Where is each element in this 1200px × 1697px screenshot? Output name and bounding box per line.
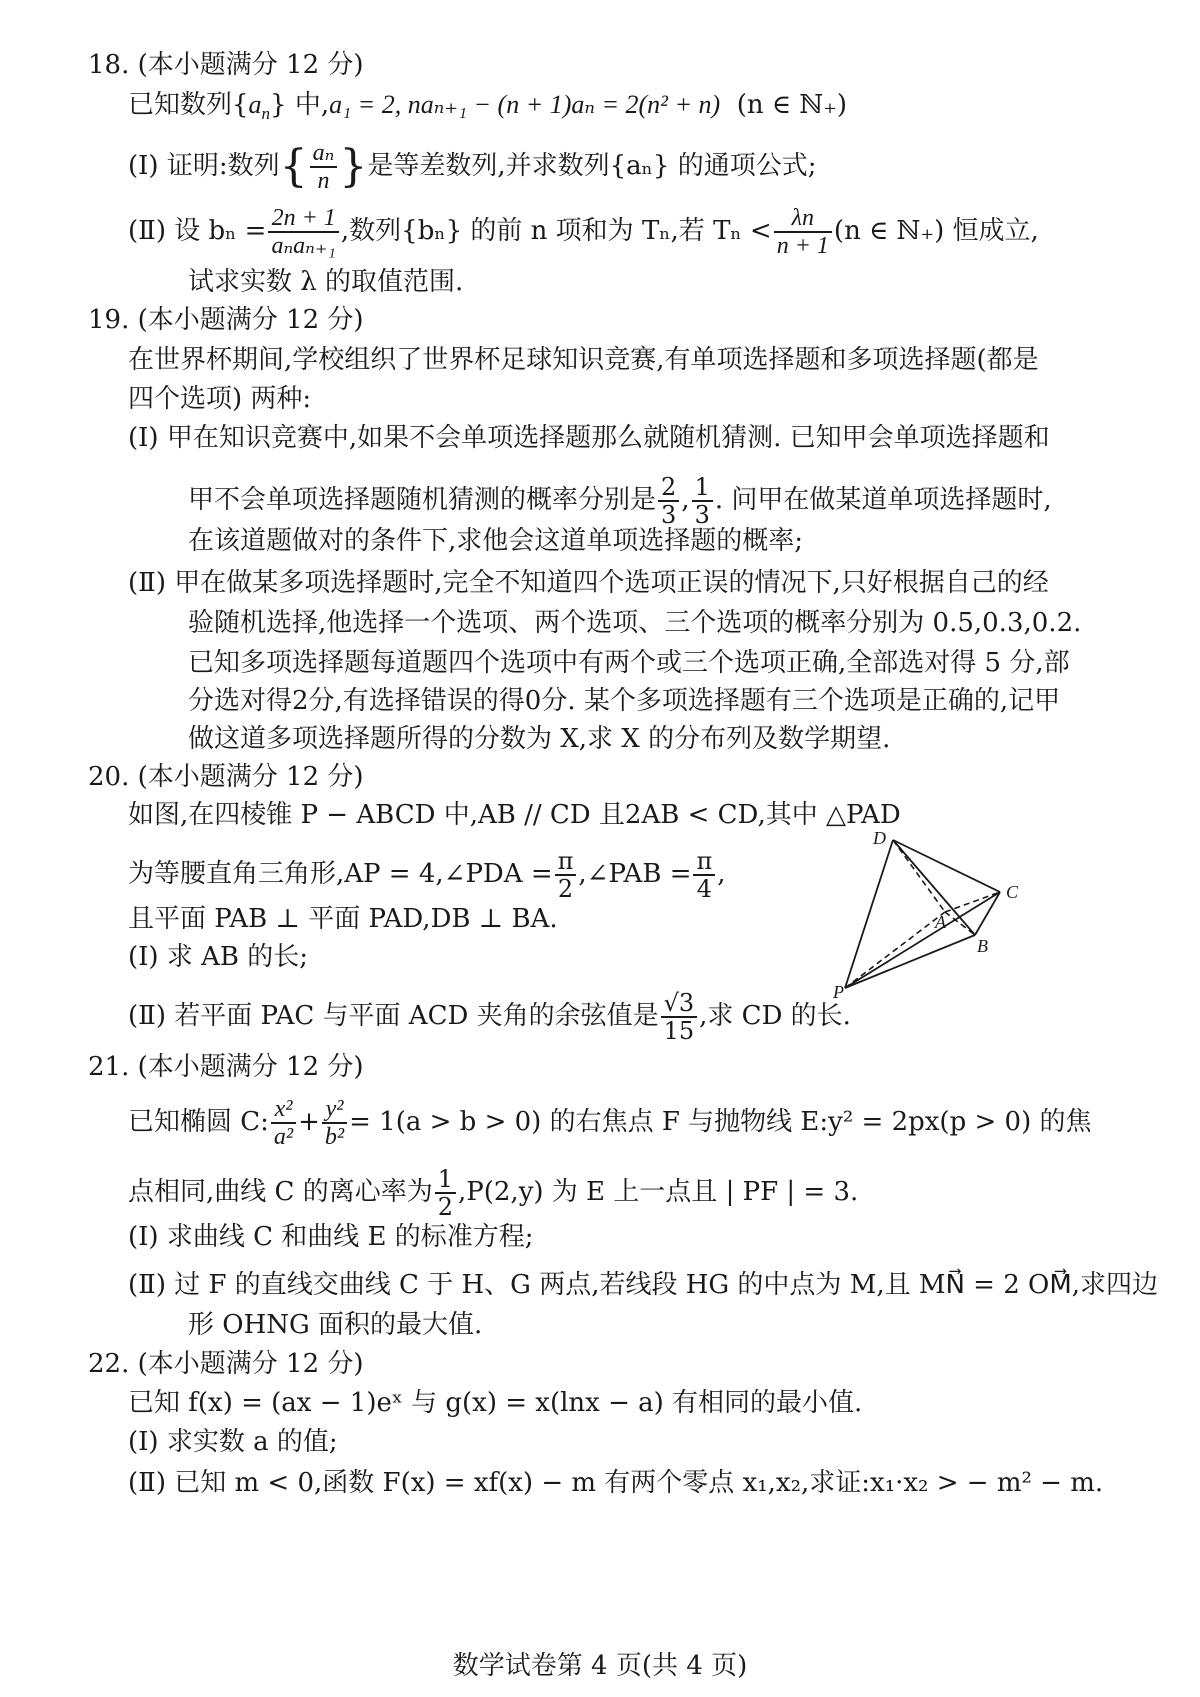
frac-num: π [555, 848, 577, 876]
label-a: A [935, 912, 946, 932]
q21-frac-e [435, 1166, 456, 1220]
q21-part1: (Ⅰ) 求曲线 C 和曲线 E 的标准方程; [128, 1222, 534, 1252]
q21-stem2-tail: ,P(2,y) 为 E 上一点且 | PF | = 3. [457, 1177, 859, 1207]
q19-stem-1: 在世界杯期间,学校组织了世界杯足球知识竞赛,有单项选择题和多项选择题(都是 [128, 345, 1039, 375]
q20-stem2-mid: ,∠PAB = [578, 859, 692, 889]
q20-part2 [128, 990, 851, 1044]
q18-part1-tail: 是等差数列,并求数列{aₙ} 的通项公式; [367, 151, 817, 181]
q18-part2-label: (Ⅱ) 设 bₙ = [128, 216, 267, 246]
frac-num: y² [322, 1096, 347, 1124]
label-b: B [977, 936, 988, 956]
q20-part1: (Ⅰ) 求 AB 的长; [128, 942, 308, 972]
edge-pb [845, 935, 975, 988]
q18-stem [128, 88, 847, 131]
q21-title: 21. (本小题满分 12 分) [88, 1052, 364, 1082]
q19-stem-2: 四个选项) 两种: [128, 384, 312, 414]
edge-dp [845, 840, 893, 988]
q19-part2-line2: 验随机选择,他选择一个选项、两个选项、三个选项的概率分别为 0.5,0.3,0.2. [188, 608, 1082, 638]
q18-part2-line2: 试求实数 λ 的取值范围. [188, 267, 464, 297]
q22-title: 22. (本小题满分 12 分) [88, 1349, 364, 1379]
q18-part1 [128, 140, 816, 194]
q21-stem1-tail: = 1(a > b > 0) 的右焦点 F 与抛物线 E:y² = 2px(p > 0) 的焦 [349, 1107, 1092, 1137]
q20-stem2-pre: 为等腰直角三角形,AP = 4,∠PDA = [128, 859, 553, 889]
frac-den: aₙaₙ₊₁ [271, 233, 336, 259]
q21-plus: + [298, 1107, 320, 1137]
q19-part1-line2: 甲不会单项选择题随机猜测的概率分别是 $\frac{2}{3}$ , $\frac{1}{3}$ . 问甲在做某道单项选择题时, [188, 473, 1052, 529]
brace-left-icon: { [279, 141, 308, 192]
q18-part2-frac2 [774, 205, 832, 259]
q21-frac-x [271, 1096, 296, 1150]
q22-stem: 已知 f(x) = (ax − 1)eˣ 与 g(x) = x(lnx − a) 有相同的最小值. [128, 1388, 863, 1418]
q19-title: 19. (本小题满分 12 分) [88, 305, 364, 335]
frac-den: b² [324, 1124, 345, 1150]
q18-part2-mid: ,数列{bₙ} 的前 n 项和为 Tₙ,若 Tₙ < [340, 216, 772, 246]
frac-den: n [317, 168, 330, 194]
q19-part2-line1: (Ⅱ) 甲在做某多项选择题时,完全不知道四个选项正误的情况下,只好根据自己的经 [128, 568, 1049, 598]
q19-part1-pre: 甲不会单项选择题随机猜测的概率分别是 [188, 485, 657, 515]
q20-frac-pi2 [555, 848, 577, 902]
pyramid-figure [825, 830, 1045, 1000]
q19-frac-1 [658, 474, 679, 528]
frac-den: 2 [557, 875, 574, 903]
frac-den: 4 [696, 875, 713, 903]
frac-den: 2 [437, 1193, 453, 1221]
frac-num: x² [271, 1096, 296, 1124]
frac-den: a² [273, 1124, 294, 1150]
q18-domain: (n ∈ ℕ₊) [736, 90, 847, 120]
q19-part1-line1: (Ⅰ) 甲在知识竞赛中,如果不会单项选择题那么就随机猜测. 已知甲会单项选择题和 [128, 423, 1050, 453]
frac-num: 2n + 1 [268, 205, 338, 233]
q21-frac-y [322, 1096, 347, 1150]
frac-num: 2 [658, 474, 679, 502]
q21-part2-line1: (Ⅱ) 过 F 的直线交曲线 C 于 H、G 两点,若线段 HG 的中点为 M,且 MN⃗ = 2 OM⃗,求四边 [128, 1270, 1159, 1300]
q20-title: 20. (本小题满分 12 分) [88, 762, 364, 792]
q18-stem-pre: 已知数列{ [128, 90, 249, 120]
frac-num: π [693, 848, 715, 876]
q19-part2-line5: 做这道多项选择题所得的分数为 X,求 X 的分布列及数学期望. [188, 724, 891, 754]
q19-part2-line4: 分选对得2分,有选择错误的得0分. 某个多项选择题有三个选项是正确的,记甲 [188, 686, 1061, 716]
frac-den: 3 [661, 501, 677, 529]
q20-stem-3: 且平面 PAB ⊥ 平面 PAD,DB ⊥ BA. [128, 904, 558, 934]
frac-den: 15 [663, 1017, 695, 1045]
q20-frac-pi4 [693, 848, 715, 902]
label-p: P [833, 982, 844, 1000]
q19-part1-line3: 在该道题做对的条件下,求他会这道单项选择题的概率; [188, 526, 804, 556]
q19-part2-line3: 已知多项选择题每道题四个选项中有两个或三个选项正确,全部选对得 5 分,部 [188, 648, 1070, 678]
q20-frac-cos [661, 990, 698, 1044]
q20-part2-tail: ,求 CD 的长. [699, 1001, 851, 1031]
q18-condition: a₁ = 2, naₙ₊₁ − (n + 1)aₙ = 2(n² + n) [329, 90, 721, 119]
q19-part1-tail: . 问甲在做某道单项选择题时, [714, 485, 1052, 515]
q21-stem-2 [128, 1166, 858, 1220]
label-d: D [873, 830, 886, 848]
q20-stem2-tail: , [717, 859, 726, 889]
q19-frac-2 [692, 474, 713, 528]
q21-stem2-pre: 点相同,曲线 C 的离心率为 [128, 1177, 433, 1207]
frac-den: n + 1 [776, 233, 829, 259]
frac-num: 1 [435, 1166, 456, 1194]
q20-part2-pre: (Ⅱ) 若平面 PAC 与平面 ACD 夹角的余弦值是 [128, 1001, 659, 1031]
q18-part2 [128, 205, 1039, 259]
brace-right-icon: } [339, 141, 368, 192]
edge-dc [893, 840, 1000, 892]
q18-part2-frac [268, 205, 338, 259]
q18-title: 18. (本小题满分 12 分) [88, 50, 364, 80]
q22-part1: (Ⅰ) 求实数 a 的值; [128, 1427, 338, 1457]
edge-pa-hidden [845, 912, 945, 988]
q18-part2-tail: (n ∈ ℕ₊) 恒成立, [833, 216, 1039, 246]
q18-stem-mid: } 中, [270, 90, 330, 120]
q20-stem-2 [128, 848, 726, 902]
label-c: C [1006, 882, 1019, 902]
frac-num: √3 [661, 990, 698, 1018]
q18-seq: $a_n$ [248, 90, 271, 124]
q20-stem-1: 如图,在四棱锥 P − ABCD 中,AB // CD 且2AB < CD,其中 △PAD [128, 800, 901, 830]
edge-da-hidden [893, 840, 945, 912]
edge-cb [975, 892, 1000, 935]
page-footer: 数学试卷第 4 页(共 4 页) [452, 1651, 748, 1681]
frac-den: 3 [694, 501, 710, 529]
q21-stem1-pre: 已知椭圆 C: [128, 1107, 269, 1137]
q18-part1-label: (Ⅰ) 证明:数列 [128, 151, 280, 181]
q22-part2: (Ⅱ) 已知 m < 0,函数 F(x) = xf(x) − m 有两个零点 x₁,x₂,求证:x₁·x₂ > − m² − m. [128, 1468, 1104, 1498]
frac-num: 1 [692, 474, 713, 502]
frac-num: aₙ [310, 140, 338, 168]
frac-num: λn [774, 205, 832, 233]
q18-part1-frac [310, 140, 338, 194]
q21-part2-line2: 形 OHNG 面积的最大值. [188, 1310, 483, 1340]
q21-stem-1 [128, 1096, 1091, 1150]
